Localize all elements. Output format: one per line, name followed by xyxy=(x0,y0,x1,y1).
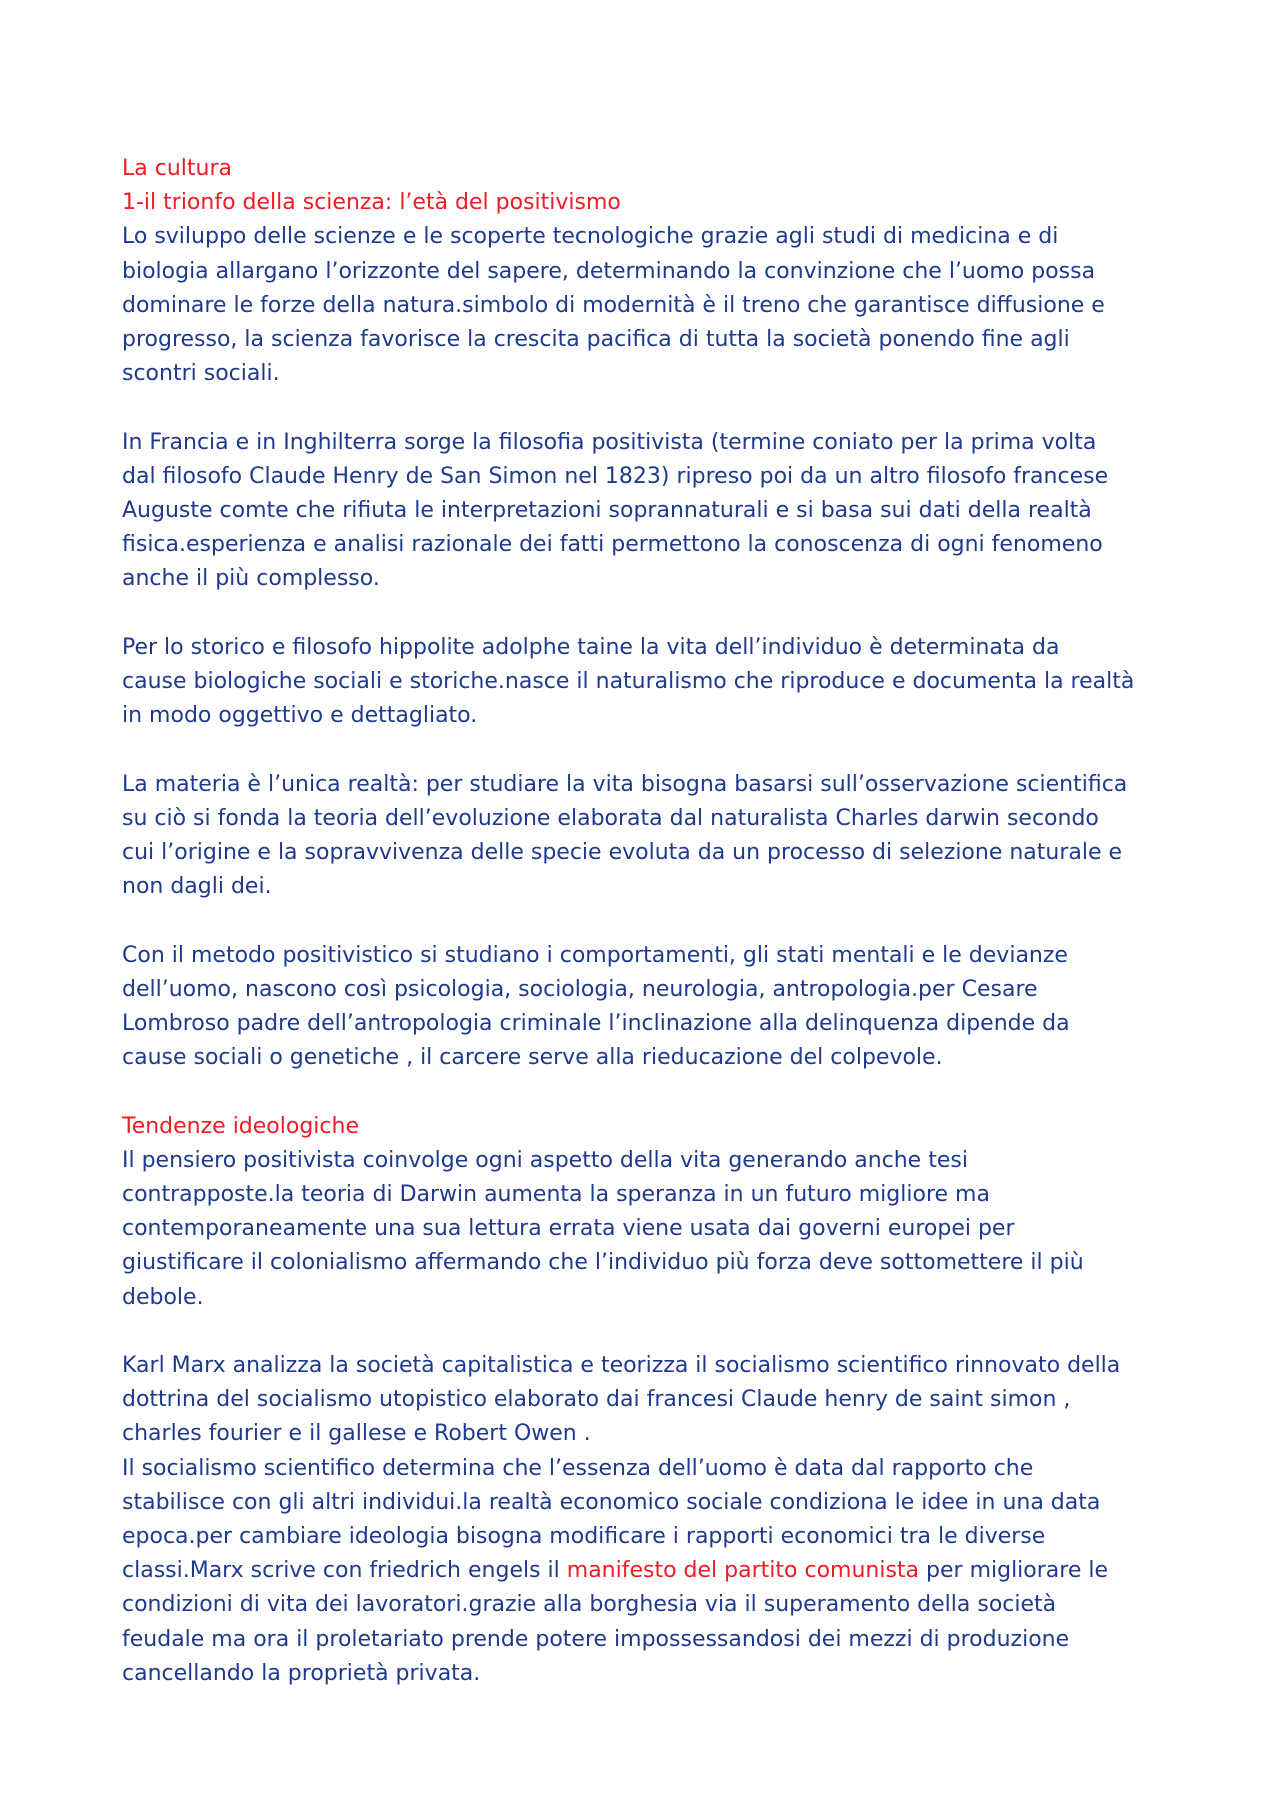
text-line: fisica.esperienza e analisi razionale dei fatti permettono la conoscenza di ogni fenomeno xyxy=(122,532,1103,558)
text-line: Per lo storico e filosofo hippolite adolphe taine la vita dell’individuo è determinata da xyxy=(122,634,1060,660)
text-line: Il pensiero positivista coinvolge ogni aspetto della vita generando anche tesi xyxy=(122,1147,968,1173)
text-line: charles fourier e il gallese e Robert Owen . xyxy=(122,1421,591,1447)
paragraph-filosofia-positivista xyxy=(122,426,1172,597)
paragraph-spacer xyxy=(122,597,1172,631)
text-line: in modo oggettivo e dettagliato. xyxy=(122,703,478,729)
text-line-with-highlight xyxy=(122,1554,1172,1588)
text-line: giustificare il colonialismo affermando che l’individuo più forza deve sottomettere il più xyxy=(122,1250,1084,1276)
text-line: contemporaneamente una sua lettura errata viene usata dai governi europei per xyxy=(122,1216,1015,1242)
text-line: stabilisce con gli altri individui.la realtà economico sociale condiziona le idee in una data xyxy=(122,1489,1101,1515)
paragraph-spacer xyxy=(122,1315,1172,1349)
paragraph-sviluppo-scienze xyxy=(122,220,1172,391)
text-line: biologia allargano l’orizzonte del sapere, determinando la convinzione che l’uomo possa xyxy=(122,258,1096,284)
document-title: La cultura xyxy=(122,156,232,181)
text-line: La materia è l’unica realtà: per studiare la vita bisogna basarsi sull’osservazione scientifica xyxy=(122,771,1128,797)
text-line: condizioni di vita dei lavoratori.grazie alla borghesia via il superamento della società xyxy=(122,1592,1057,1618)
document-body xyxy=(122,152,1172,1691)
text-line: dell’uomo, nascono così psicologia, sociologia, neurologia, antropologia.per Cesare xyxy=(122,976,1038,1002)
text-line: cause sociali o genetiche , il carcere serve alla rieducazione del colpevole. xyxy=(122,1045,943,1071)
text-line: cause biologiche sociali e storiche.nasce il naturalismo che riproduce e documenta la realtà xyxy=(122,669,1135,695)
section-heading-tendenze: Tendenze ideologiche xyxy=(122,1113,359,1139)
paragraph-lombroso xyxy=(122,939,1172,1076)
text-line: anche il più complesso. xyxy=(122,566,380,592)
paragraph-spacer xyxy=(122,733,1172,767)
text-line: feudale ma ora il proletariato prende potere impossessandosi dei mezzi di produzione xyxy=(122,1626,1070,1652)
text-line: cancellando la proprietà privata. xyxy=(122,1660,481,1686)
paragraph-spacer xyxy=(122,391,1172,425)
text-line: Lombroso padre dell’antropologia criminale l’inclinazione alla delinquenza dipende da xyxy=(122,1011,1070,1037)
text-line: Karl Marx analizza la società capitalistica e teorizza il socialismo scientifico rinnovato della xyxy=(122,1353,1121,1379)
text-line: contrapposte.la teoria di Darwin aumenta la speranza in un futuro migliore ma xyxy=(122,1182,990,1208)
text-line: Il socialismo scientifico determina che l’essenza dell’uomo è data dal rapporto che xyxy=(122,1455,1034,1481)
text-line: non dagli dei. xyxy=(122,874,272,900)
text-line: Auguste comte che rifiuta le interpretazioni soprannaturali e si basa sui dati della realtà xyxy=(122,498,1092,524)
text-line: epoca.per cambiare ideologia bisogna modificare i rapporti economici tra le diverse xyxy=(122,1524,1046,1550)
text-line: scontri sociali. xyxy=(122,361,280,387)
text-segment: per migliorare le xyxy=(919,1558,1109,1584)
text-line: dal filosofo Claude Henry de San Simon nel 1823) ripreso poi da un altro filosofo francese xyxy=(122,463,1109,489)
paragraph-spacer xyxy=(122,1075,1172,1109)
paragraph-marx xyxy=(122,1349,1172,1452)
text-line: dottrina del socialismo utopistico elaborato dai francesi Claude henry de saint simon , xyxy=(122,1387,1071,1413)
manifesto-highlight: manifesto del partito comunista xyxy=(566,1558,920,1584)
paragraph-darwin xyxy=(122,768,1172,905)
paragraph-pensiero-positivista xyxy=(122,1144,1172,1315)
paragraph-socialismo-scientifico xyxy=(122,1452,1172,1691)
text-line: dominare le forze della natura.simbolo di modernità è il treno che garantisce diffusione e xyxy=(122,292,1105,318)
paragraph-taine xyxy=(122,631,1172,734)
text-line: su ciò si fonda la teoria dell’evoluzione elaborata dal naturalista Charles darwin secondo xyxy=(122,805,1099,831)
text-line: Con il metodo positivistico si studiano i comportamenti, gli stati mentali e le devianze xyxy=(122,942,1068,968)
text-line: progresso, la scienza favorisce la crescita pacifica di tutta la società ponendo fine agli xyxy=(122,327,1070,353)
paragraph-spacer xyxy=(122,904,1172,938)
text-line: cui l’origine e la sopravvivenza delle specie evoluta da un processo di selezione naturale e xyxy=(122,840,1123,866)
section-heading-positivismo: 1-il trionfo della scienza: l’età del positivismo xyxy=(122,190,621,216)
text-line: In Francia e in Inghilterra sorge la filosofia positivista (termine coniato per la prima volta xyxy=(122,429,1097,455)
text-segment: classi.Marx scrive con friedrich engels il xyxy=(122,1558,567,1584)
text-line: debole. xyxy=(122,1284,204,1310)
text-line: Lo sviluppo delle scienze e le scoperte tecnologiche grazie agli studi di medicina e di xyxy=(122,224,1059,250)
